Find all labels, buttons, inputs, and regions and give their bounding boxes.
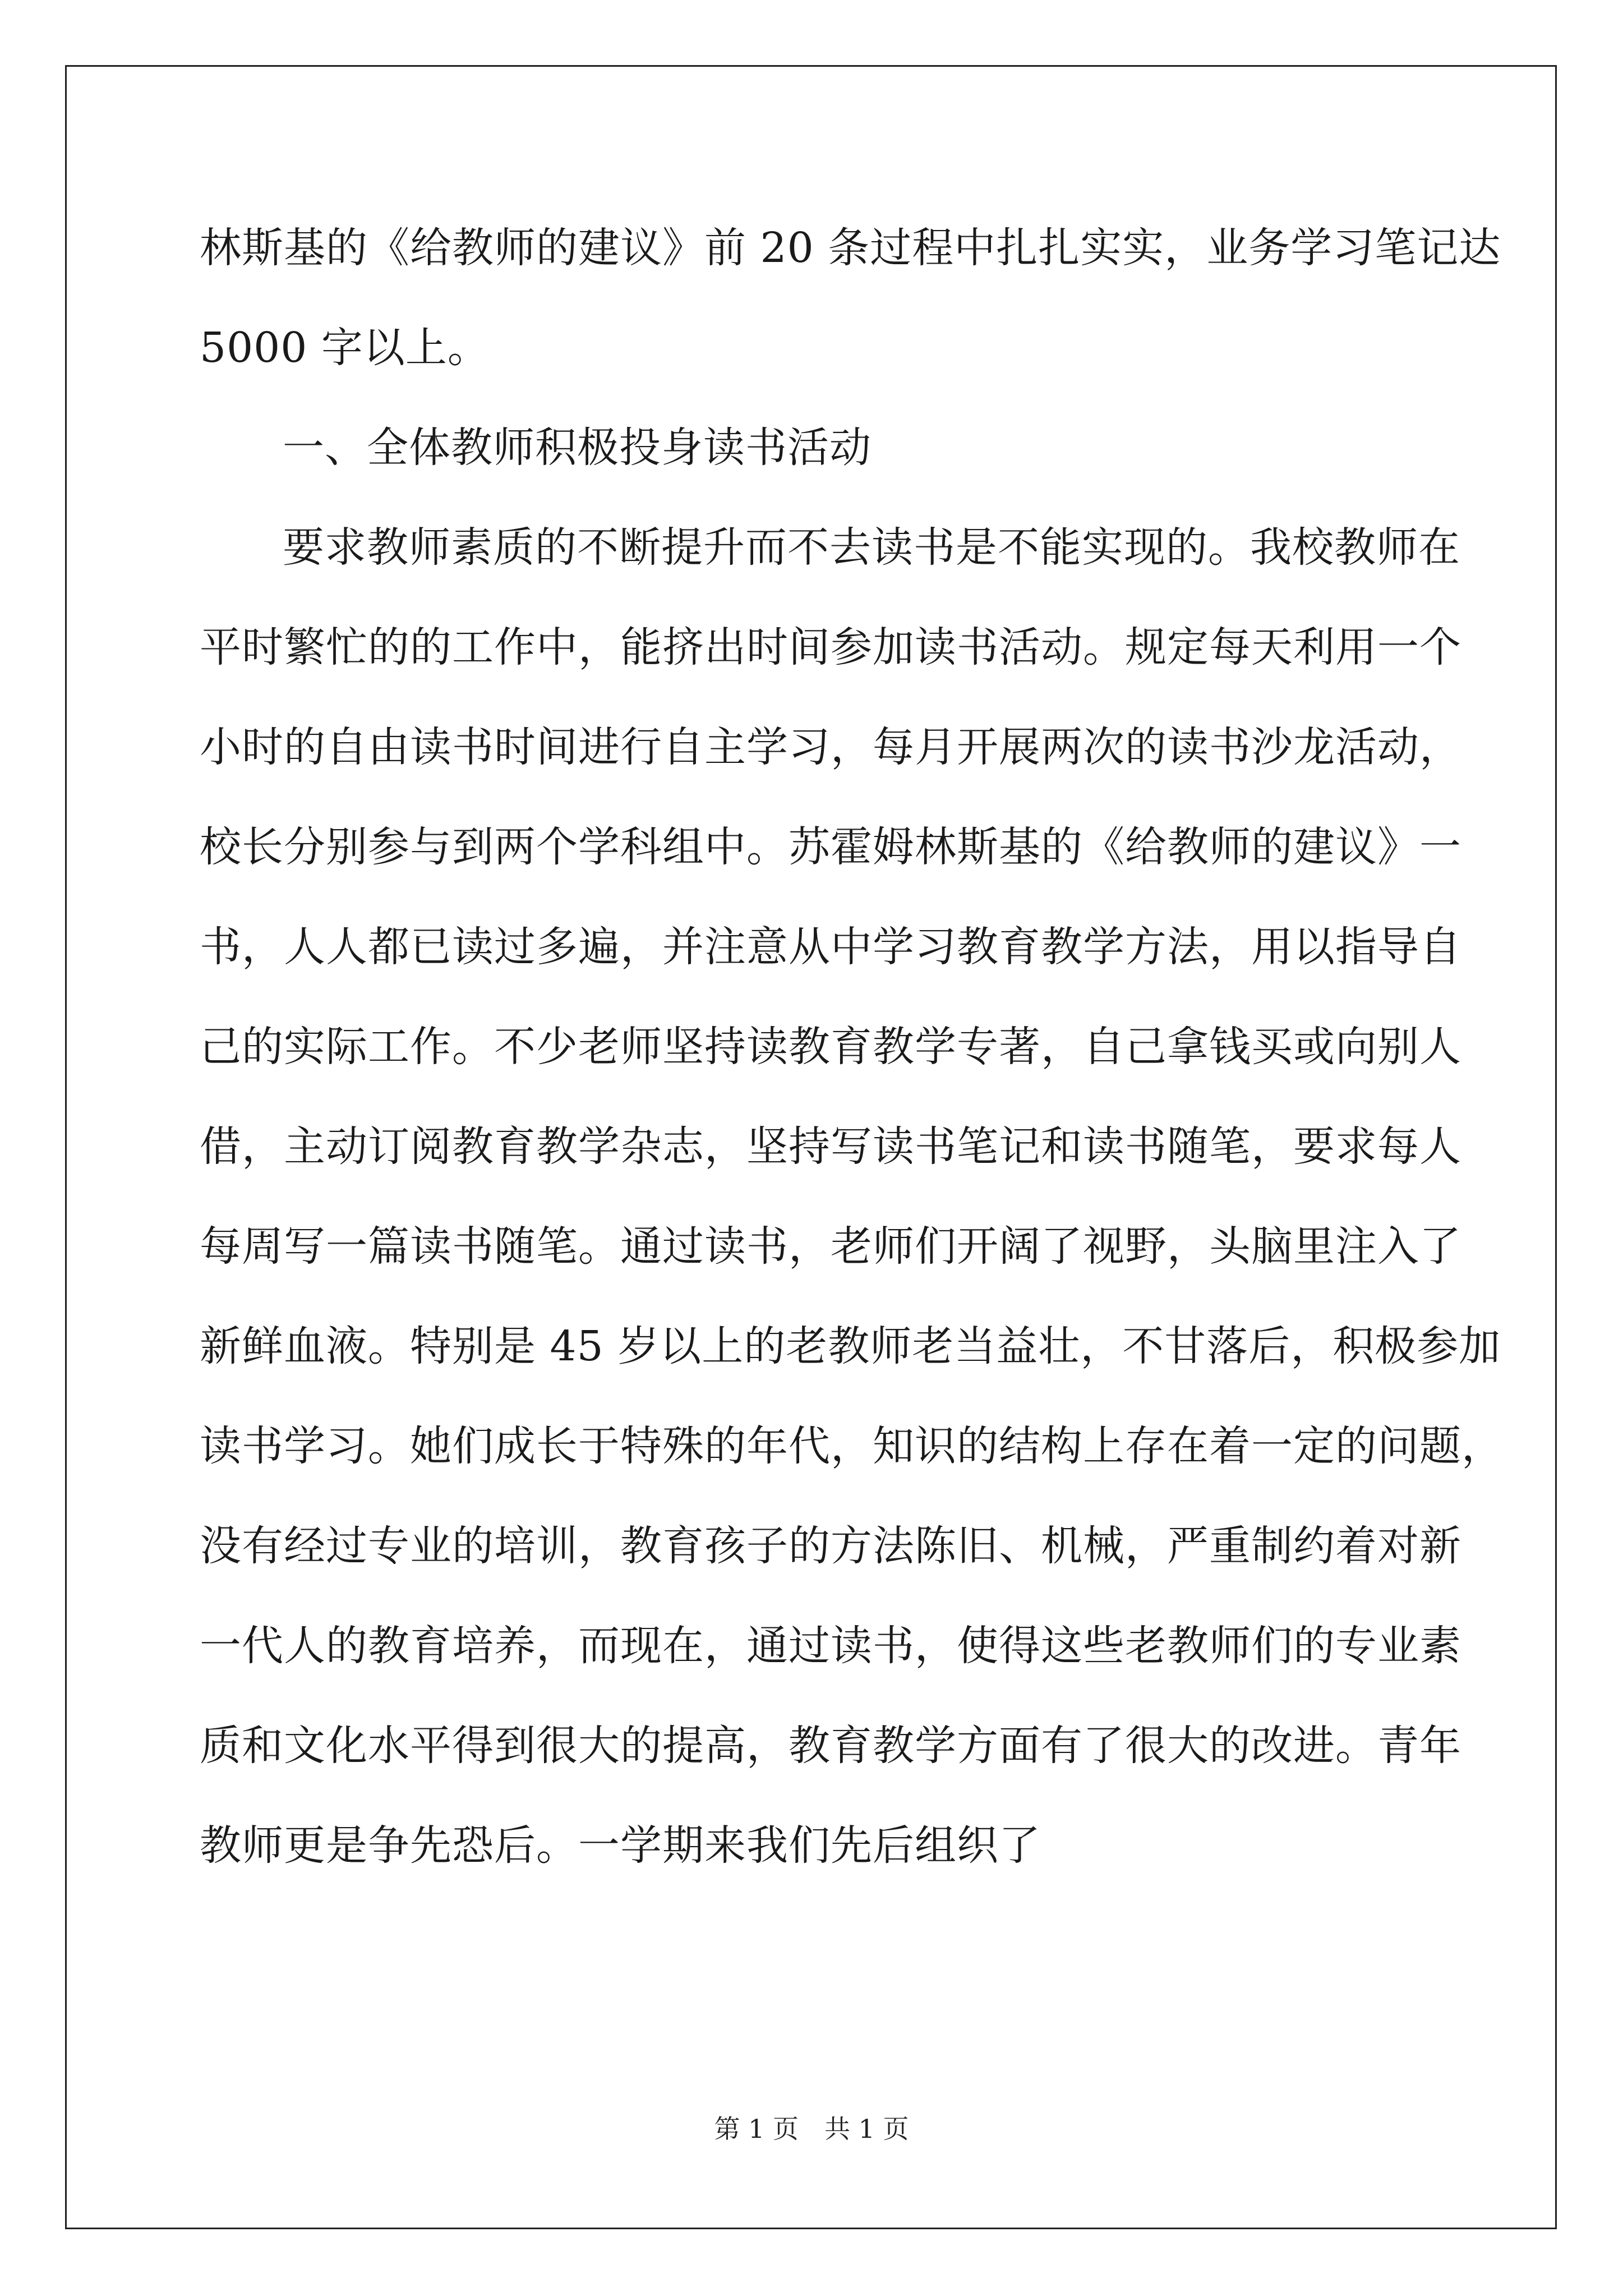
body-text-line: 要求教师素质的不断提升而不去读书是不能实现的。我校教师在 [283, 523, 1460, 572]
body-text-line: 一代人的教育培养，而现在，通过读书，使得这些老教师们的专业素 [200, 1622, 1461, 1670]
body-text-line: 己的实际工作。不少老师坚持读教育教学专著，自己拿钱买或向别人 [200, 1023, 1461, 1071]
body-text-line: 读书学习。她们成长于特殊的年代，知识的结构上存在着一定的问题， [200, 1422, 1504, 1470]
body-text-line: 平时繁忙的的工作中，能挤出时间参加读书活动。规定每天利用一个 [200, 623, 1461, 671]
page-number-footer: 第 1 页 共 1 页 [714, 2114, 909, 2144]
section-heading: 一、全体教师积极投身读书活动 [283, 424, 872, 472]
body-text-line: 每周写一篇读书随笔。通过读书，老师们开阔了视野，头脑里注入了 [200, 1222, 1461, 1271]
body-text-line: 书，人人都已读过多遍，并注意从中学习教育教学方法，用以指导自 [200, 923, 1461, 971]
body-text-line: 小时的自由读书时间进行自主学习，每月开展两次的读书沙龙活动， [200, 723, 1461, 771]
body-text-line: 林斯基的《给教师的建议》前 20 条过程中扎扎实实，业务学习笔记达 [200, 224, 1501, 272]
body-text-line: 没有经过专业的培训，教育孩子的方法陈旧、机械，严重制约着对新 [200, 1522, 1461, 1570]
body-text-line: 质和文化水平得到很大的提高，教育教学方面有了很大的改进。青年 [200, 1722, 1461, 1770]
body-text-line: 5000 字以上。 [200, 324, 490, 372]
body-text-line: 教师更是争先恐后。一学期来我们先后组织了 [200, 1821, 1041, 1870]
body-text-line: 新鲜血液。特别是 45 岁以上的老教师老当益壮，不甘落后，积极参加 [200, 1322, 1501, 1370]
body-text-line: 校长分别参与到两个学科组中。苏霍姆林斯基的《给教师的建议》一 [200, 823, 1461, 871]
body-text-line: 借，主动订阅教育教学杂志，坚持写读书笔记和读书随笔，要求每人 [200, 1122, 1461, 1171]
